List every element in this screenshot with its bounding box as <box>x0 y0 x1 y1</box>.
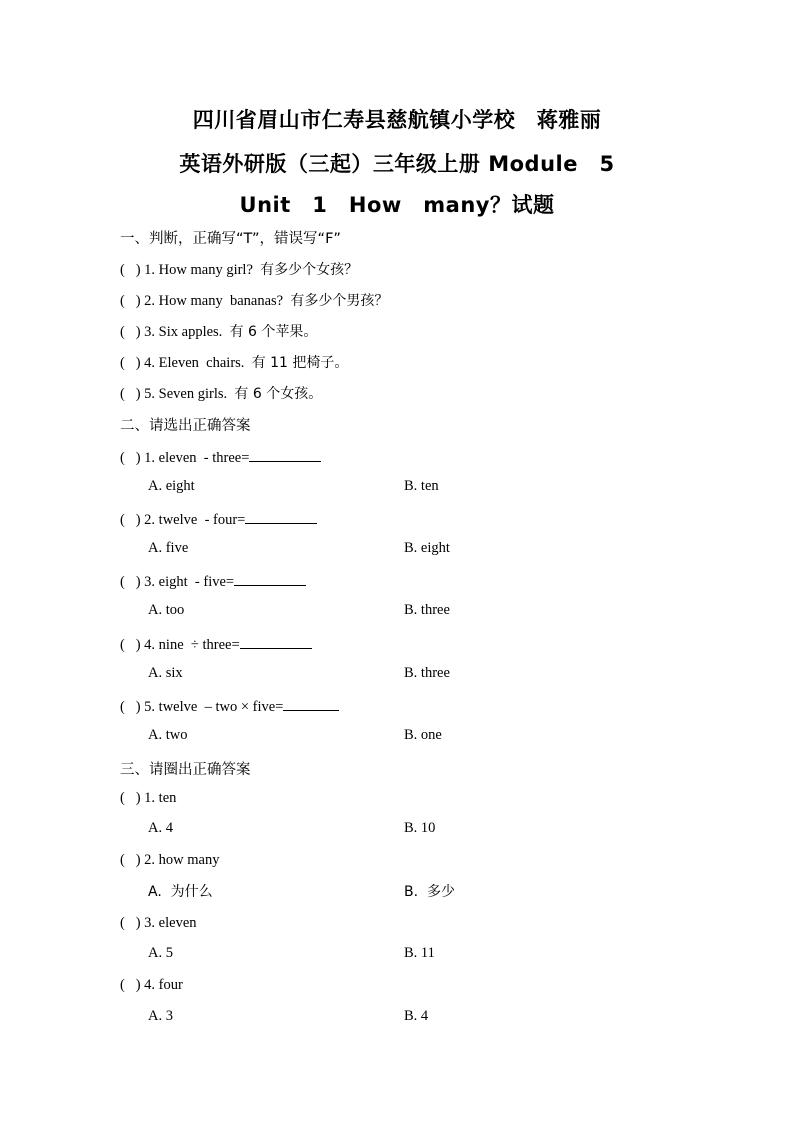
question-number: 1. <box>144 262 156 278</box>
answer-paren: ( ) <box>120 324 141 340</box>
p3-question-3 <box>120 915 197 932</box>
p3-q2-option-b: B. 多少 <box>404 884 455 900</box>
answer-paren: ( ) <box>120 790 141 806</box>
question-text: 2. twelve - four= <box>144 512 246 528</box>
question-english: How many girl? <box>158 262 253 278</box>
answer-blank <box>245 509 317 524</box>
answer-paren: ( ) <box>120 450 141 466</box>
p2-question-5 <box>120 696 339 716</box>
question-text: 1. ten <box>144 790 177 806</box>
p2-q3-option-b: B. three <box>404 602 450 618</box>
p1-question-2 <box>120 290 388 310</box>
answer-paren: ( ) <box>120 915 141 931</box>
p2-q5-option-b: B. one <box>404 727 442 743</box>
question-number: 4. <box>144 355 156 371</box>
question-chinese: 有 11 把椅子。 <box>251 355 349 371</box>
question-text: 4. four <box>144 977 183 993</box>
p1-question-4 <box>120 352 348 372</box>
answer-paren: ( ) <box>120 977 141 993</box>
question-text: 4. nine ÷ three= <box>144 637 240 653</box>
section-2-heading: 二、请选出正确答案 <box>120 418 251 434</box>
title-unit: Unit 1 How many？试题 <box>239 193 555 217</box>
question-english: Eleven chairs. <box>158 355 245 371</box>
question-chinese: 有多少个女孩？ <box>260 262 359 278</box>
question-chinese: 有 6 个女孩。 <box>234 386 323 402</box>
title-textbook: 英语外研版（三起）三年级上册 Module 5 <box>179 152 615 176</box>
p2-q4-option-b: B. three <box>404 665 450 681</box>
p3-question-2 <box>120 852 219 869</box>
p3-q1-option-a: A. 4 <box>148 820 173 836</box>
question-text: 1. eleven - three= <box>144 450 250 466</box>
question-english: Seven girls. <box>158 386 228 402</box>
answer-paren: ( ) <box>120 699 141 715</box>
question-number: 2. <box>144 293 156 309</box>
p3-q4-option-a: A. 3 <box>148 1008 173 1024</box>
p2-question-4 <box>120 634 312 654</box>
p3-q3-option-a: A. 5 <box>148 945 173 961</box>
p1-question-5 <box>120 383 322 403</box>
question-text: 2. how many <box>144 852 220 868</box>
p1-question-3 <box>120 321 317 341</box>
answer-paren: ( ) <box>120 637 141 653</box>
question-number: 5. <box>144 386 156 402</box>
answer-blank <box>249 447 321 462</box>
p3-q2-option-a: A. 为什么 <box>148 884 213 900</box>
p3-question-1 <box>120 790 176 807</box>
answer-paren: ( ) <box>120 293 141 309</box>
p3-q4-option-b: B. 4 <box>404 1008 429 1024</box>
question-text: 3. eight - five= <box>144 574 235 590</box>
answer-paren: ( ) <box>120 512 141 528</box>
p2-q3-option-a: A. too <box>148 602 185 618</box>
answer-paren: ( ) <box>120 262 141 278</box>
p2-question-1 <box>120 447 321 467</box>
answer-blank <box>234 571 306 586</box>
p2-question-2 <box>120 509 317 529</box>
p3-question-4 <box>120 977 183 994</box>
p2-q5-option-a: A. two <box>148 727 188 743</box>
question-number: 3. <box>144 324 156 340</box>
section-3-heading: 三、请圈出正确答案 <box>120 762 251 778</box>
title-school-author: 四川省眉山市仁寿县慈航镇小学校 蒋雅丽 <box>192 108 602 132</box>
question-text: 5. twelve – two × five= <box>144 699 284 715</box>
question-chinese: 有 6 个苹果。 <box>229 324 318 340</box>
p2-q2-option-b: B. eight <box>404 540 450 556</box>
section-1-heading: 一、判断，正确写“T”，错误写“F” <box>120 231 341 247</box>
question-english: Six apples. <box>158 324 223 340</box>
answer-paren: ( ) <box>120 386 141 402</box>
p3-q1-option-b: B. 10 <box>404 820 436 836</box>
p2-q2-option-a: A. five <box>148 540 189 556</box>
answer-paren: ( ) <box>120 355 141 371</box>
p1-question-1 <box>120 259 358 279</box>
answer-blank <box>283 696 339 711</box>
question-chinese: 有多少个男孩？ <box>290 293 389 309</box>
answer-blank <box>240 634 312 649</box>
p2-q1-option-b: B. ten <box>404 478 439 494</box>
answer-paren: ( ) <box>120 852 141 868</box>
p3-q3-option-b: B. 11 <box>404 945 435 961</box>
p2-q4-option-a: A. six <box>148 665 183 681</box>
answer-paren: ( ) <box>120 574 141 590</box>
question-english: How many bananas? <box>158 293 284 309</box>
p2-q1-option-a: A. eight <box>148 478 195 494</box>
question-text: 3. eleven <box>144 915 197 931</box>
p2-question-3 <box>120 571 306 591</box>
